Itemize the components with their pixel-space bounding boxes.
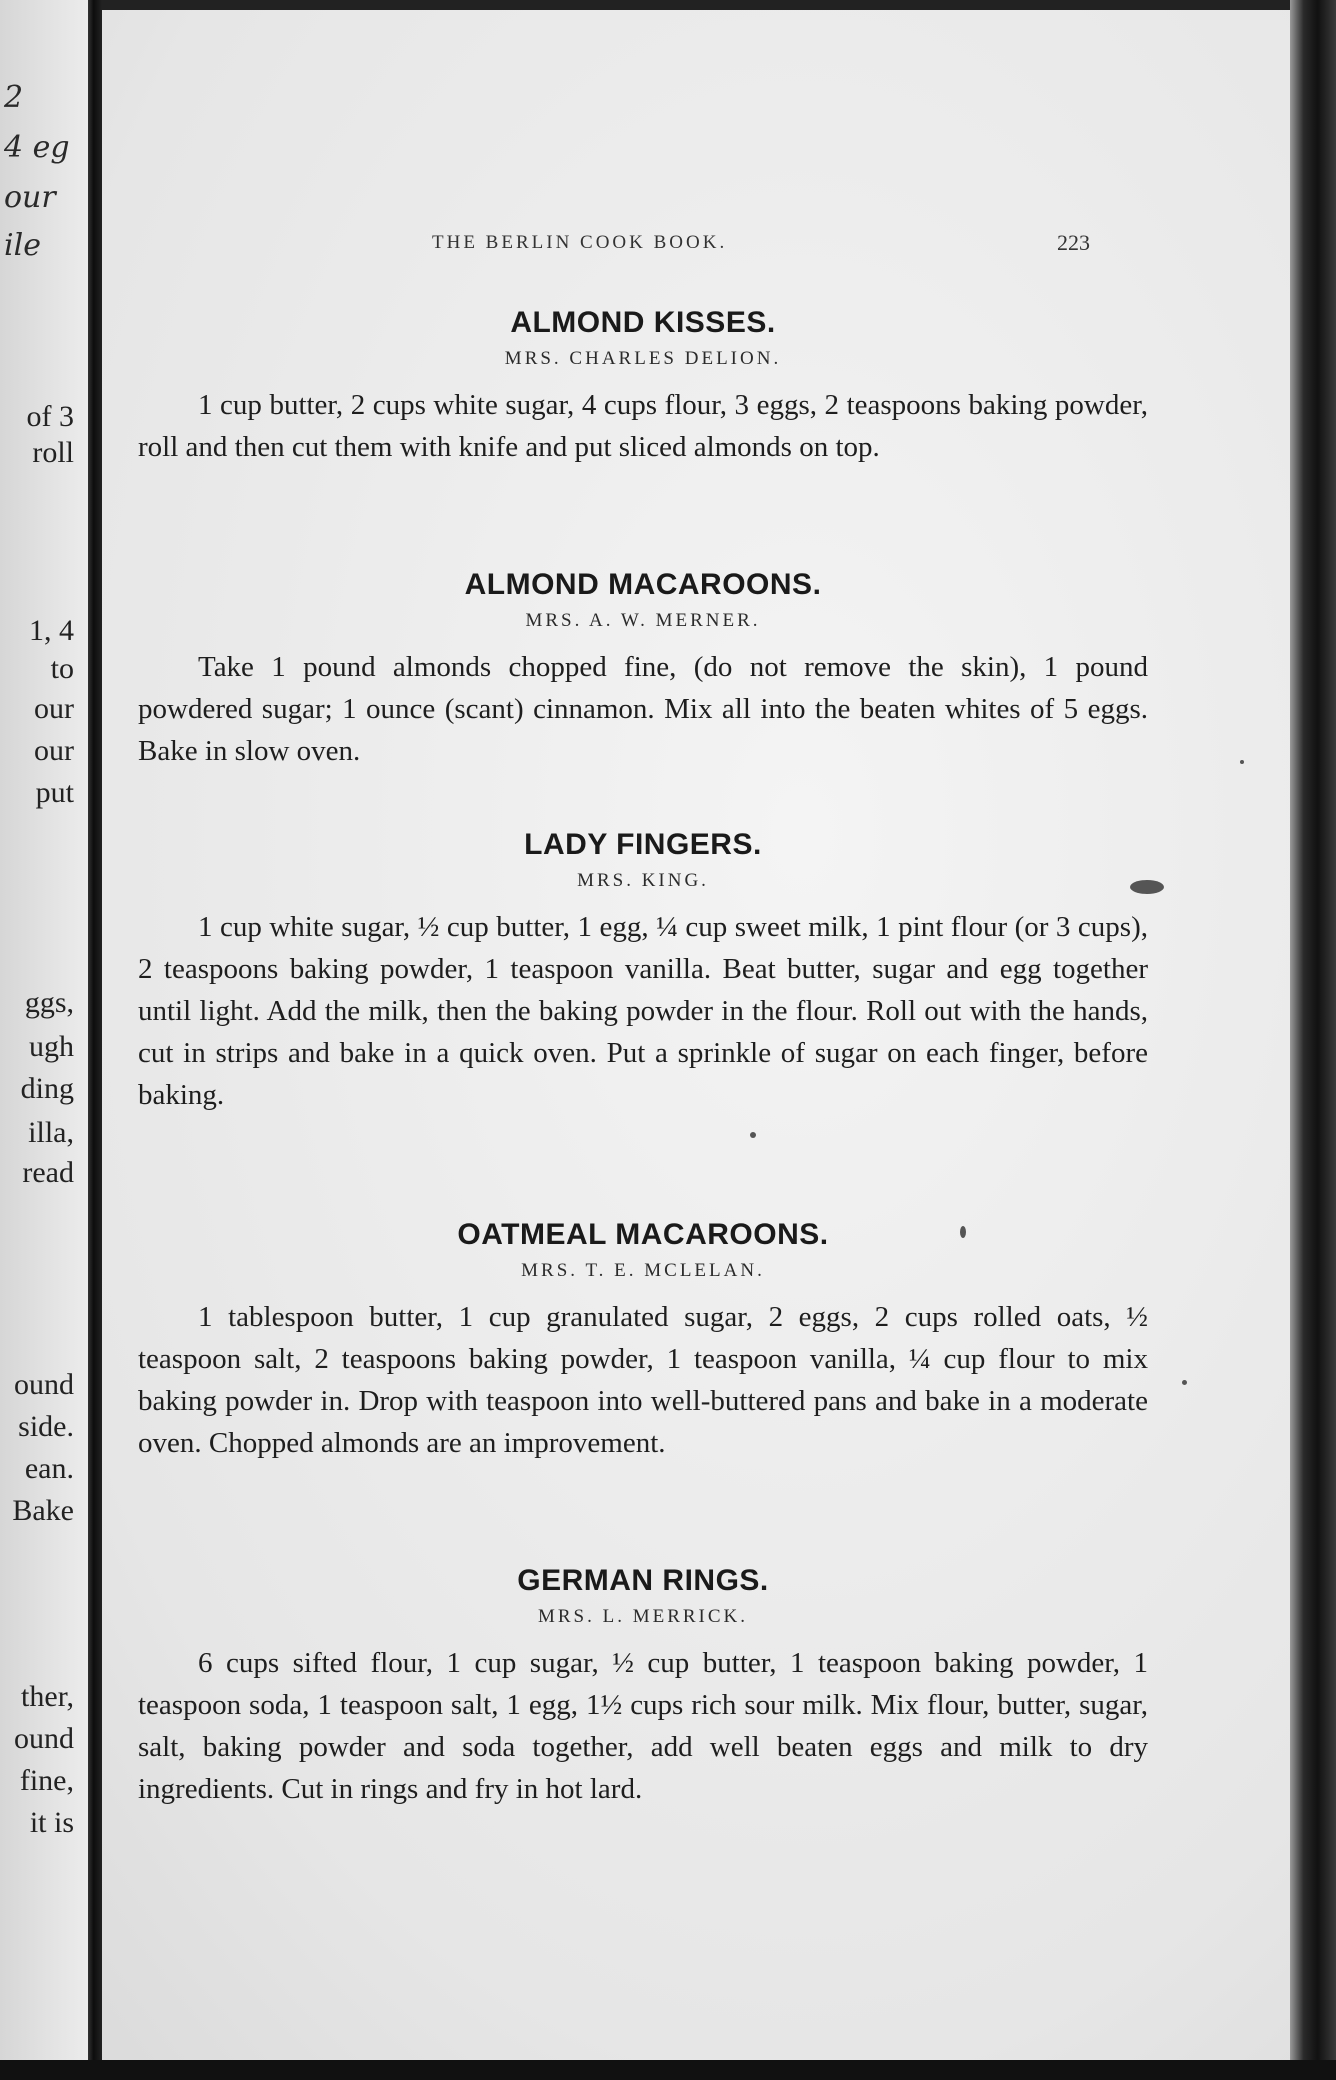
left-fragment-line: roll — [32, 436, 74, 469]
left-fragment-line: Bake — [12, 1494, 74, 1527]
cookbook-page — [102, 10, 1290, 2060]
recipe-title: OATMEAL MACAROONS. — [457, 1218, 829, 1251]
left-fragment-line: to — [50, 652, 74, 685]
handwriting-note: ile — [4, 228, 41, 263]
left-fragment-line: illa, — [28, 1116, 74, 1149]
recipe-almond-kisses — [138, 306, 1148, 468]
left-fragment-line: ding — [20, 1072, 74, 1105]
recipe-oatmeal-macaroons — [138, 1218, 1148, 1464]
recipe-title: LADY FINGERS. — [524, 828, 762, 861]
left-fragment-line: it is — [29, 1806, 74, 1839]
recipe-title: ALMOND MACAROONS. — [464, 568, 822, 601]
left-fragment-line: ean. — [24, 1452, 74, 1485]
dust-speck — [1182, 1380, 1187, 1385]
recipe-title: ALMOND KISSES. — [510, 306, 776, 339]
left-fragment-line: ound — [14, 1722, 74, 1755]
left-fragment-line: our — [34, 734, 74, 767]
recipe-body: 1 cup white sugar, ½ cup butter, 1 egg, ¼ cup sweet milk, 1 pint flour (or 3 cups), 2 teaspoons baking powder, 1 teaspoon vanilla. Beat butter, sugar and egg together until light. Add the milk, then the baking powder in the flour. Roll out with the hands, cut in strips and bake in a quick oven. Put a sprinkle of sugar on each finger, before baking. — [138, 911, 1148, 1111]
left-fragment-line: our — [34, 692, 74, 725]
recipe-almond-macaroons — [138, 568, 1148, 772]
left-fragment-line: ggs, — [24, 986, 74, 1019]
left-fragment-line: ound — [14, 1368, 74, 1401]
left-fragment-line: read — [22, 1156, 74, 1189]
recipe-body: 1 cup butter, 2 cups white sugar, 4 cups flour, 3 eggs, 2 teaspoons baking powder, roll and then cut them with knife and put sliced almonds on top. — [138, 389, 1148, 463]
recipe-author: MRS. A. W. MERNER. — [525, 610, 761, 631]
recipe-title: GERMAN RINGS. — [517, 1564, 769, 1597]
handwriting-note: 2 — [4, 80, 24, 115]
recipe-lady-fingers — [138, 828, 1148, 1116]
dust-speck — [1130, 880, 1164, 894]
recipe-author: MRS. KING. — [577, 870, 709, 891]
left-fragment-line: fine, — [19, 1764, 74, 1797]
handwriting-note: 4 eg — [4, 130, 70, 165]
left-fragment-line: put — [35, 776, 74, 809]
running-head: THE BERLIN COOK BOOK. — [432, 232, 728, 253]
recipe-author: MRS. CHARLES DELION. — [504, 348, 782, 369]
recipe-author: MRS. L. MERRICK. — [537, 1606, 749, 1627]
dust-speck — [1240, 760, 1244, 764]
film-frame-top — [0, 0, 1336, 10]
left-fragment-line: of 3 — [26, 400, 74, 433]
recipe-german-rings — [138, 1564, 1148, 1810]
book-gutter — [88, 0, 102, 2080]
handwriting-note: our — [4, 180, 56, 215]
film-frame-right — [1290, 0, 1336, 2080]
dust-speck — [960, 1226, 966, 1238]
left-fragment-line: ther, — [21, 1680, 74, 1713]
left-fragment-line: side. — [18, 1410, 74, 1443]
left-fragment-line: ugh — [29, 1030, 74, 1063]
left-fragment-line: 1, 4 — [29, 614, 74, 647]
film-frame-bottom — [0, 2060, 1336, 2080]
recipe-body: 1 tablespoon butter, 1 cup granulated sugar, 2 eggs, 2 cups rolled oats, ½ teaspoon salt, 2 teaspoons baking powder, 1 teaspoon vanilla, ¼ cup flour to mix baking powder in. Drop with teaspoon into well-buttered pans and bake in a moderate oven. Chopped almonds are an improvement. — [138, 1301, 1148, 1459]
recipe-body: 6 cups sifted flour, 1 cup sugar, ½ cup butter, 1 teaspoon baking powder, 1 teaspoon soda, 1 teaspoon salt, 1 egg, 1½ cups rich sour milk. Mix flour, butter, sugar, salt, baking powder and soda together, add well beaten eggs and milk to dry ingredients. Cut in rings and fry in hot lard. — [138, 1647, 1148, 1805]
recipe-body: Take 1 pound almonds chopped fine, (do not remove the skin), 1 pound powdered sugar; 1 ounce (scant) cinnamon. Mix all into the beaten whites of 5 eggs. Bake in slow oven. — [138, 651, 1148, 767]
left-page-fragment — [0, 0, 88, 2060]
page-number: 223 — [1057, 230, 1090, 255]
dust-speck — [750, 1132, 756, 1138]
recipe-author: MRS. T. E. MCLELAN. — [521, 1260, 765, 1281]
